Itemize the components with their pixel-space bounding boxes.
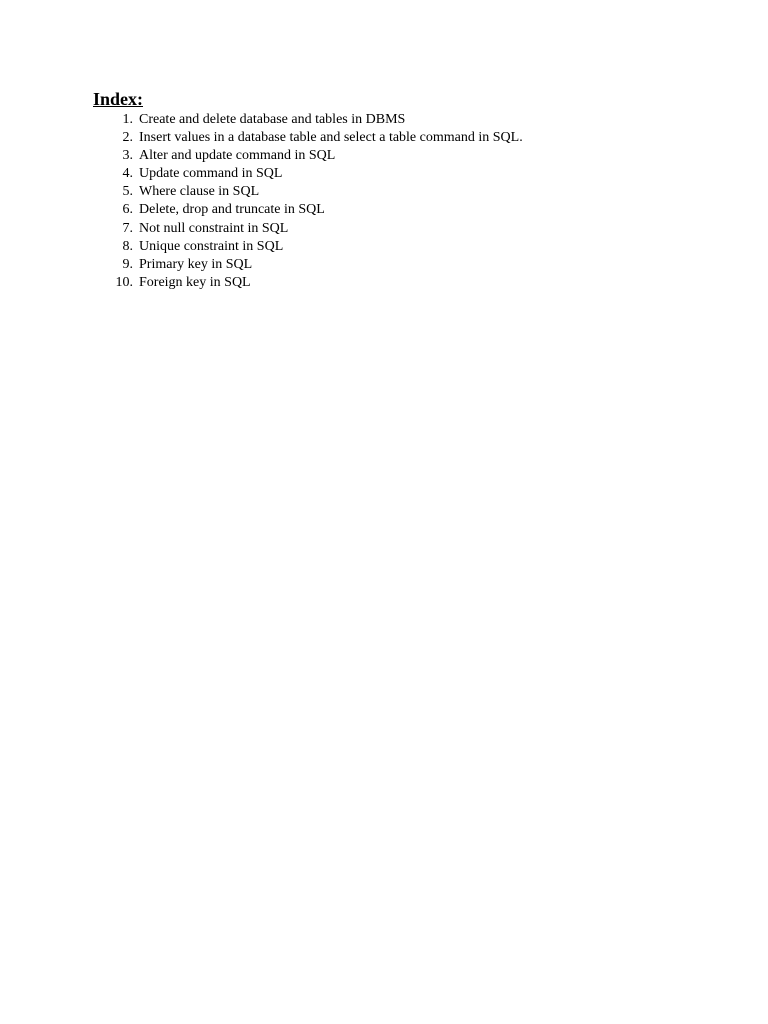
item-text: Alter and update command in SQL [139, 148, 336, 164]
item-number: 7. [122, 220, 133, 236]
item-number: 1. [122, 112, 133, 127]
item-text: Insert values in a database table and select a table command in SQL. [139, 130, 523, 146]
item-text: Unique constraint in SQL [139, 238, 284, 254]
item-number: 2. [122, 130, 133, 146]
item-text: Delete, drop and truncate in SQL [139, 202, 325, 218]
item-text: Not null constraint in SQL [139, 220, 289, 236]
index-title: Index: [93, 89, 144, 109]
item-number: 9. [122, 256, 133, 272]
item-text: Create and delete database and tables in DBMS [139, 112, 406, 127]
item-number: 6. [122, 202, 133, 218]
item-text: Update command in SQL [139, 166, 283, 182]
item-text: Primary key in SQL [139, 256, 253, 272]
item-number: 4. [122, 166, 133, 182]
item-number: 8. [122, 238, 133, 254]
item-text: Foreign key in SQL [139, 274, 251, 290]
item-number: 3. [122, 148, 133, 164]
item-number: 5. [122, 184, 133, 200]
item-text: Where clause in SQL [139, 184, 260, 200]
item-number: 10. [115, 274, 133, 290]
